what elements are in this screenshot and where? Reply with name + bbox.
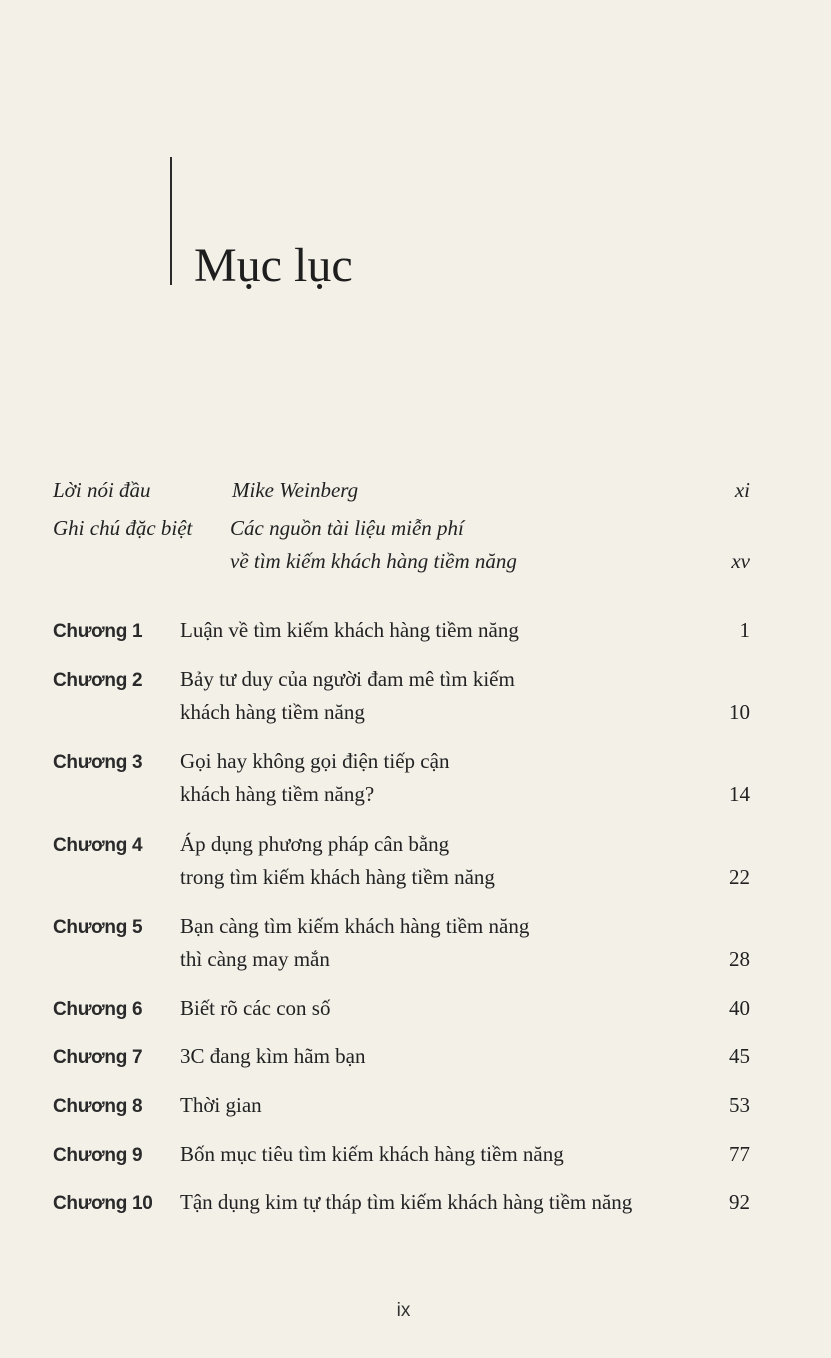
page-number: ix <box>396 1300 411 1321</box>
chapter-title-line1: Áp dụng phương pháp cân bằng <box>180 832 450 856</box>
chapter-label: Chương 6 <box>53 999 143 1020</box>
chapter-title-line2: thì càng may mắn <box>180 947 330 971</box>
chapter-label: Chương 8 <box>53 1096 143 1117</box>
front-text-special-note-line1: Các nguồn tài liệu miễn phí <box>230 516 464 540</box>
chapter-page: 92 <box>729 1190 750 1214</box>
front-text-special-note-line2: về tìm kiếm khách hàng tiềm năng <box>230 549 517 573</box>
chapter-label: Chương 9 <box>53 1145 143 1166</box>
chapter-title-line2: khách hàng tiềm năng <box>180 700 365 724</box>
chapter-title-line1: Gọi hay không gọi điện tiếp cận <box>180 749 450 773</box>
chapter-title-line2: khách hàng tiềm năng? <box>180 782 375 806</box>
chapter-title: Tận dụng kim tự tháp tìm kiếm khách hàng tiềm năng <box>180 1190 633 1214</box>
chapter-page: 14 <box>729 782 750 806</box>
chapter-title: Biết rõ các con số <box>180 996 331 1020</box>
front-text-foreword: Mike Weinberg <box>232 478 359 502</box>
front-label-foreword: Lời nói đầu <box>53 478 151 502</box>
front-page-foreword: xi <box>734 478 750 502</box>
chapter-label: Chương 10 <box>53 1193 153 1214</box>
chapter-title-line1: Bạn càng tìm kiếm khách hàng tiềm năng <box>180 914 530 938</box>
page-title: Mục lục <box>194 239 353 292</box>
chapter-title-line1: Bảy tư duy của người đam mê tìm kiếm <box>180 667 515 691</box>
chapter-label: Chương 7 <box>53 1047 143 1068</box>
chapter-page: 28 <box>729 947 750 971</box>
chapter-title: Luận về tìm kiếm khách hàng tiềm năng <box>180 618 519 642</box>
chapter-page: 45 <box>729 1044 750 1068</box>
front-label-special-note: Ghi chú đặc biệt <box>53 516 193 540</box>
chapter-label: Chương 2 <box>53 670 143 691</box>
chapter-label: Chương 1 <box>53 621 143 642</box>
front-page-special-note: xv <box>731 549 750 573</box>
chapter-label: Chương 3 <box>53 752 143 773</box>
chapter-page: 22 <box>729 865 750 889</box>
chapter-title-line2: trong tìm kiếm khách hàng tiềm năng <box>180 865 495 889</box>
chapter-title: Bốn mục tiêu tìm kiếm khách hàng tiềm năng <box>180 1142 564 1166</box>
chapter-page: 1 <box>739 618 750 642</box>
chapter-title: 3C đang kìm hãm bạn <box>180 1044 366 1068</box>
chapter-page: 10 <box>729 700 750 724</box>
chapter-label: Chương 4 <box>53 835 143 856</box>
chapter-title: Thời gian <box>180 1093 262 1117</box>
chapter-page: 53 <box>729 1093 750 1117</box>
vertical-rule <box>170 157 172 285</box>
chapter-label: Chương 5 <box>53 917 143 938</box>
chapter-page: 77 <box>729 1142 750 1166</box>
chapter-page: 40 <box>729 996 750 1020</box>
